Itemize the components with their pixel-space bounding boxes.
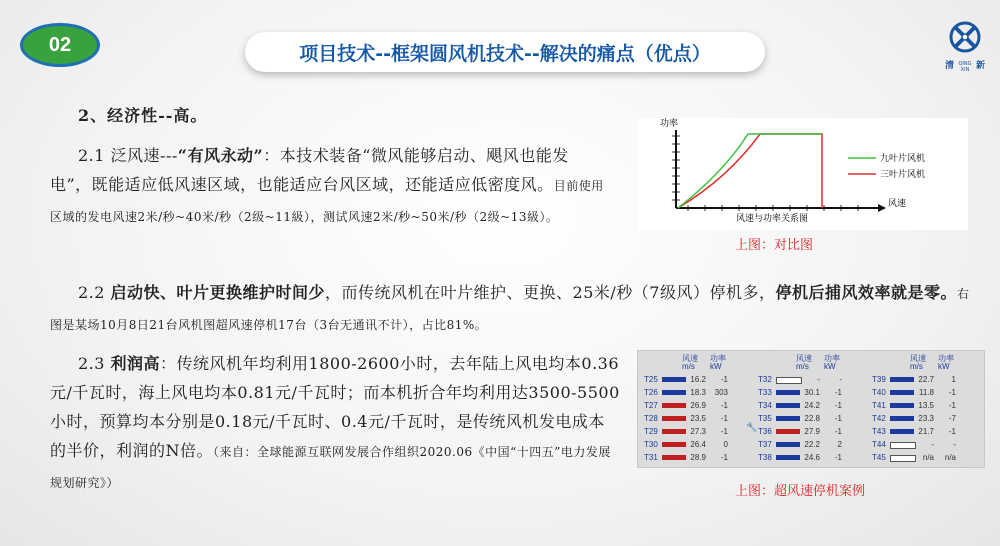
turbine-speed: - xyxy=(931,440,934,449)
turbine-status-table xyxy=(637,350,985,468)
turbine-speed: 24.6 xyxy=(804,453,820,462)
p1-note: 目前使用区域的发电风速2米/秒~40米/秒（2级~11級），测试风速2米/秒~50米/秒（2级~13級）。 xyxy=(50,179,604,224)
turbine-power: -1 xyxy=(834,401,842,410)
turbine-status-bar xyxy=(776,429,800,434)
chart-title: 风速与功率关系图 xyxy=(736,214,809,224)
p1-lead: 2.1 泛风速--- xyxy=(78,146,178,165)
table-row xyxy=(872,375,980,384)
turbine-speed: - xyxy=(817,375,820,384)
header-power: 功率 xyxy=(710,354,726,363)
turbine-power: -1 xyxy=(834,414,842,423)
p2-note: 右图是某场10月8日21台风机图超风速停机17台（3台无通讯不计），占比81%。 xyxy=(50,287,970,332)
turbine-speed: 22.8 xyxy=(804,414,820,423)
table-row xyxy=(758,427,866,436)
turbine-power: -1 xyxy=(948,401,956,410)
table-row xyxy=(758,453,866,462)
turbine-status-bar xyxy=(776,455,800,460)
table-row xyxy=(872,401,980,410)
table-row xyxy=(644,453,752,462)
turbine-speed: 11.8 xyxy=(919,388,934,397)
turbine-power: -1 xyxy=(948,427,956,436)
turbine-status-bar xyxy=(662,429,686,434)
table-row xyxy=(644,414,752,423)
turbine-id: T39 xyxy=(872,375,886,384)
table-row xyxy=(872,440,980,449)
turbine-id: T25 xyxy=(644,375,658,384)
turbine-status-bar xyxy=(662,455,686,460)
logo-mark-icon xyxy=(947,20,983,54)
turbine-power: -1 xyxy=(720,427,728,436)
turbine-power: -1 xyxy=(948,388,956,397)
turbine-speed: 30.1 xyxy=(804,388,820,397)
power-curve-chart xyxy=(638,118,968,230)
table-row xyxy=(644,375,752,384)
turbine-status-bar xyxy=(776,403,800,408)
turbine-id: T35 xyxy=(758,414,772,423)
turbine-status-bar xyxy=(890,455,916,462)
header-speed-unit: m/s xyxy=(682,362,695,371)
turbine-status-bar xyxy=(662,403,686,408)
logo-char-right: 新 xyxy=(975,61,985,71)
turbine-power: -7 xyxy=(948,414,956,423)
series-nine-blade-line xyxy=(678,134,822,208)
header-speed: 风速 xyxy=(796,354,812,363)
turbine-power: -1 xyxy=(834,388,842,397)
turbine-id: T31 xyxy=(644,453,658,462)
turbine-power: -1 xyxy=(720,375,728,384)
turbine-power: -1 xyxy=(834,453,842,462)
header-power-unit: kW xyxy=(710,362,722,371)
x-axis-arrow-icon xyxy=(878,204,886,212)
header-speed: 风速 xyxy=(910,354,926,363)
turbine-status-bar xyxy=(776,442,800,447)
turbine-id: T28 xyxy=(644,414,658,423)
chart-gridlines xyxy=(672,136,858,211)
p3-bold: 利润高 xyxy=(110,354,161,373)
turbine-status-bar xyxy=(776,377,802,384)
turbine-power: n/a xyxy=(944,453,956,462)
section-heading: 2、经济性--高。 xyxy=(78,106,208,125)
turbine-id: T34 xyxy=(758,401,772,410)
turbine-speed: 16.2 xyxy=(690,375,706,384)
p3-lead: 2.3 xyxy=(78,354,111,373)
turbine-status-bar xyxy=(890,377,914,382)
turbine-id: T36 xyxy=(758,427,772,436)
table-caption: 上图：超风速停机案例 xyxy=(735,484,866,499)
turbine-status-bar xyxy=(776,416,800,421)
turbine-id: T27 xyxy=(644,401,658,410)
p2-text: ，而传统风机在叶片维护、更换、25米/秒（7级风）停机多， xyxy=(325,283,776,302)
turbine-status-bar xyxy=(890,429,914,434)
turbine-status-bar xyxy=(890,416,914,421)
turbine-status-bar xyxy=(662,390,686,395)
p2-bold-2: 停机后捕风效率就是零。 xyxy=(775,283,957,302)
table-row xyxy=(872,427,980,436)
turbine-id: T30 xyxy=(644,440,658,449)
paragraph-high-profit xyxy=(50,349,620,498)
turbine-power: 0 xyxy=(723,440,728,449)
table-row xyxy=(758,375,866,384)
turbine-id: T43 xyxy=(872,427,886,436)
turbine-status-bar xyxy=(890,390,914,395)
turbine-power: - xyxy=(953,440,956,449)
turbine-status-bar xyxy=(776,390,800,395)
table-row xyxy=(758,388,866,397)
turbine-power: -1 xyxy=(720,453,728,462)
table-row xyxy=(872,453,980,462)
paragraph-fast-startup xyxy=(50,278,970,340)
turbine-status-bar xyxy=(890,403,914,408)
turbine-status-bar xyxy=(662,442,686,447)
turbine-speed: 23.5 xyxy=(690,414,706,423)
turbine-id: T29 xyxy=(644,427,658,436)
p3-text: ：传统风机年均利用1800-2600小时，去年陆上风电均本0.36元/千瓦时，海上风电均本0.81元/千瓦时；而本机折合年均利用达3500-5500小时，预算均本分别是0.18元/千瓦时、0.4元/千瓦时，是传统风机发电成本的半价，利润的N倍。 xyxy=(50,354,620,460)
turbine-status-bar xyxy=(890,442,916,449)
turbine-power: 1 xyxy=(951,375,956,384)
turbine-id: T45 xyxy=(872,453,886,462)
turbine-id: T42 xyxy=(872,414,886,423)
company-logo xyxy=(945,20,985,74)
turbine-power: -1 xyxy=(834,427,842,436)
turbine-power: -1 xyxy=(720,401,728,410)
chart-caption: 上图：对比图 xyxy=(735,238,814,253)
table-header xyxy=(758,353,866,373)
header-power: 功率 xyxy=(824,354,840,363)
table-row xyxy=(758,401,866,410)
table-row xyxy=(758,440,866,449)
header-speed: 风速 xyxy=(682,354,698,363)
table-row xyxy=(644,401,752,410)
header-power-unit: kW xyxy=(824,362,836,371)
legend-three-blade: 三叶片风机 xyxy=(880,170,926,180)
turbine-speed: 18.3 xyxy=(690,388,706,397)
turbine-speed: 27.3 xyxy=(690,427,706,436)
turbine-id: T41 xyxy=(872,401,886,410)
table-row xyxy=(872,388,980,397)
logo-char-left: 清 xyxy=(945,61,955,71)
p3-source-note: （来自：全球能源互联网发展合作组织2020.06《中国“十四五”电力发展规划研究》） xyxy=(50,445,611,490)
turbine-status-bar xyxy=(662,416,686,421)
p1-text: ：本技术装备“微风能够启动、飓风也能发电”，既能适应低风速区域，也能适应台风区域，还能适应低密度风。 xyxy=(50,146,569,194)
turbine-speed: 21.7 xyxy=(918,427,934,436)
turbine-speed: 26.4 xyxy=(690,440,706,449)
table-header xyxy=(872,353,980,373)
chart-x-label: 风速 xyxy=(888,199,907,209)
turbine-speed: 13.5 xyxy=(918,401,934,410)
turbine-speed: n/a xyxy=(922,453,934,462)
header-speed-unit: m/s xyxy=(796,362,809,371)
turbine-id: T37 xyxy=(758,440,772,449)
p1-bold: “有风永动” xyxy=(177,146,264,165)
wrench-icon: 🔧 xyxy=(746,423,758,433)
header-speed-unit: m/s xyxy=(910,362,923,371)
table-header xyxy=(644,353,752,373)
table-row xyxy=(644,388,752,397)
turbine-id: T26 xyxy=(644,388,658,397)
turbine-id: T44 xyxy=(872,440,886,449)
logo-pinyin: QING XIN xyxy=(958,61,972,73)
legend-nine-blade: 九叶片风机 xyxy=(880,154,926,164)
table-row xyxy=(644,427,752,436)
turbine-id: T38 xyxy=(758,453,772,462)
table-row xyxy=(758,414,866,423)
turbine-speed: 22.7 xyxy=(918,375,934,384)
turbine-speed: 28.9 xyxy=(690,453,706,462)
turbine-speed: 23.3 xyxy=(918,414,934,423)
p2-bold-1: 启动快、叶片更换维护时间少 xyxy=(110,283,326,302)
p2-lead: 2.2 xyxy=(78,283,111,302)
turbine-power: -1 xyxy=(720,414,728,423)
header-power: 功率 xyxy=(938,354,954,363)
turbine-id: T33 xyxy=(758,388,772,397)
series-three-blade-line xyxy=(678,134,822,208)
table-row xyxy=(644,440,752,449)
header-power-unit: kW xyxy=(938,362,950,371)
turbine-status-bar xyxy=(662,377,686,382)
slide-title: 项目技术--框架圆风机技术--解决的痛点（优点） xyxy=(245,32,765,72)
turbine-speed: 24.2 xyxy=(804,401,820,410)
turbine-power: - xyxy=(839,375,842,384)
paragraph-wide-wind-speed xyxy=(50,141,610,232)
table-row xyxy=(872,414,980,423)
turbine-speed: 22.2 xyxy=(804,440,820,449)
turbine-id: T40 xyxy=(872,388,886,397)
turbine-id: T32 xyxy=(758,375,772,384)
turbine-speed: 27.9 xyxy=(804,427,820,436)
chart-y-label: 功率 xyxy=(660,119,679,129)
turbine-speed: 26.9 xyxy=(690,401,706,410)
slide-number-badge: 02 xyxy=(20,23,100,67)
turbine-power: 2 xyxy=(837,440,842,449)
turbine-power: 303 xyxy=(714,388,728,397)
